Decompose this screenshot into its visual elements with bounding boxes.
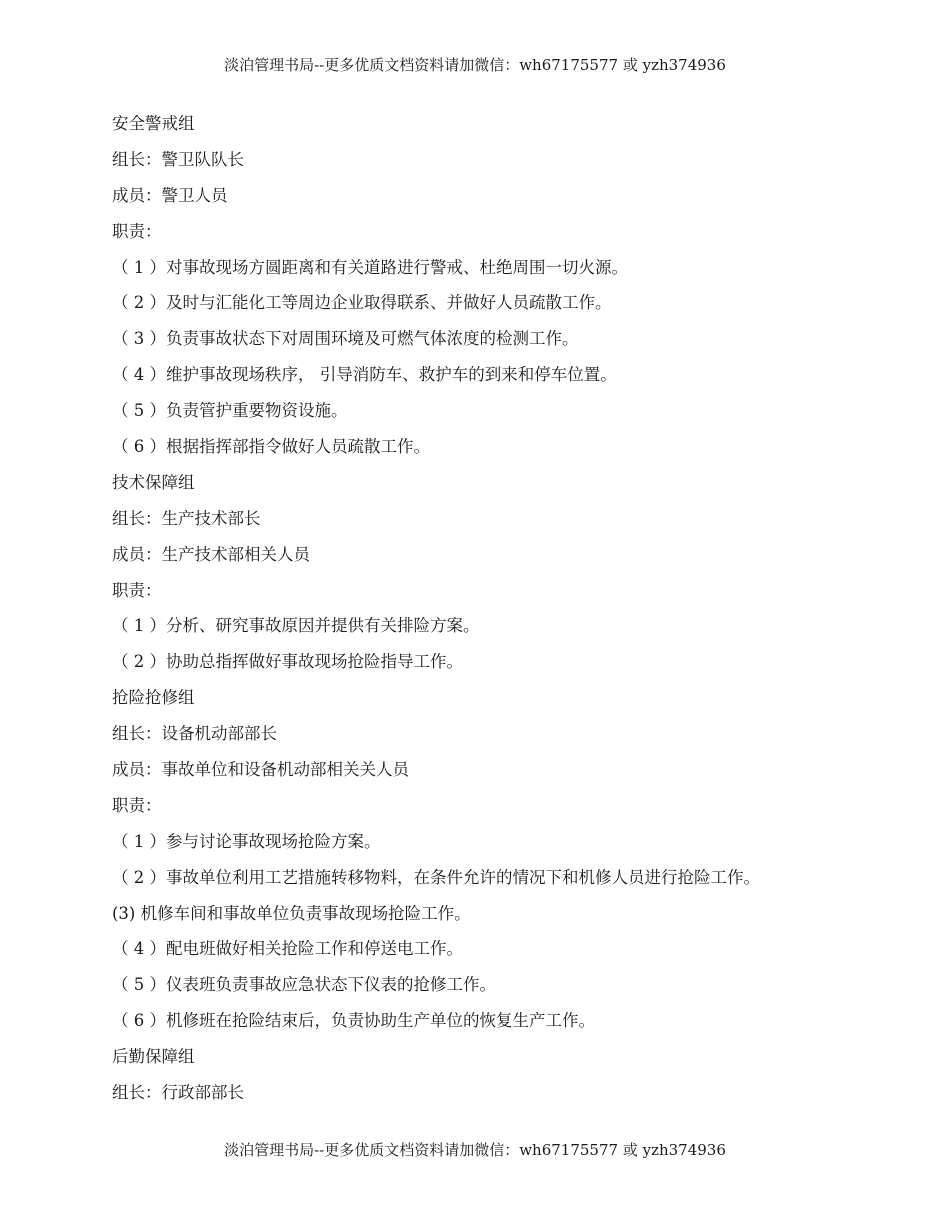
text-line: 组长：行政部部长 bbox=[112, 1083, 244, 1103]
list-item: （ 6 ）机修班在抢险结束后，负责协助生产单位的恢复生产工作。 bbox=[112, 1011, 595, 1031]
text-line: 成员：事故单位和设备机动部相关关人员 bbox=[112, 760, 409, 780]
list-item: （ 4 ）维护事故现场秩序， 引导消防车、救护车的到来和停车位置。 bbox=[112, 365, 617, 385]
page-header: 淡泊管理书局--更多优质文档资料请加微信：wh67175577 或 yzh374936 bbox=[224, 56, 726, 74]
section-heading: 抢险抢修组 bbox=[112, 688, 195, 708]
list-item: （ 1 ）对事故现场方圆距离和有关道路进行警戒、杜绝周围一切火源。 bbox=[112, 257, 628, 277]
list-item: （ 1 ）参与讨论事故现场抢险方案。 bbox=[112, 831, 381, 851]
text-line: 职责： bbox=[112, 795, 162, 815]
text-line: 职责： bbox=[112, 580, 162, 600]
text-line: 成员：生产技术部相关人员 bbox=[112, 544, 310, 564]
list-item: （ 2 ）协助总指挥做好事故现场抢险指导工作。 bbox=[112, 652, 463, 672]
list-item: （ 5 ）仪表班负责事故应急状态下仪表的抢修工作。 bbox=[112, 975, 496, 995]
document-body bbox=[112, 106, 872, 1111]
section-heading: 技术保障组 bbox=[112, 472, 195, 492]
list-item: (3) 机修车间和事故单位负责事故现场抢险工作。 bbox=[112, 903, 471, 923]
list-item: （ 1 ）分析、研究事故原因并提供有关排险方案。 bbox=[112, 616, 480, 636]
text-line: 组长：生产技术部长 bbox=[112, 508, 261, 528]
list-item: （ 5 ）负责管护重要物资设施。 bbox=[112, 401, 348, 421]
section-heading: 后勤保障组 bbox=[112, 1047, 195, 1067]
text-line: 组长：警卫队队长 bbox=[112, 149, 244, 169]
list-item: （ 6 ）根据指挥部指令做好人员疏散工作。 bbox=[112, 437, 430, 457]
list-item: （ 4 ）配电班做好相关抢险工作和停送电工作。 bbox=[112, 939, 463, 959]
page-footer: 淡泊管理书局--更多优质文档资料请加微信：wh67175577 或 yzh374936 bbox=[224, 1141, 726, 1159]
list-item: （ 2 ）事故单位利用工艺措施转移物料，在条件允许的情况下和机修人员进行抢险工作。 bbox=[112, 867, 760, 887]
section-heading: 安全警戒组 bbox=[112, 114, 195, 133]
list-item: （ 3 ）负责事故状态下对周围环境及可燃气体浓度的检测工作。 bbox=[112, 329, 579, 349]
list-item: （ 2 ）及时与汇能化工等周边企业取得联系、并做好人员疏散工作。 bbox=[112, 293, 612, 313]
text-line: 职责： bbox=[112, 221, 162, 241]
text-line: 组长：设备机动部部长 bbox=[112, 724, 277, 744]
text-line: 成员：警卫人员 bbox=[112, 185, 228, 205]
